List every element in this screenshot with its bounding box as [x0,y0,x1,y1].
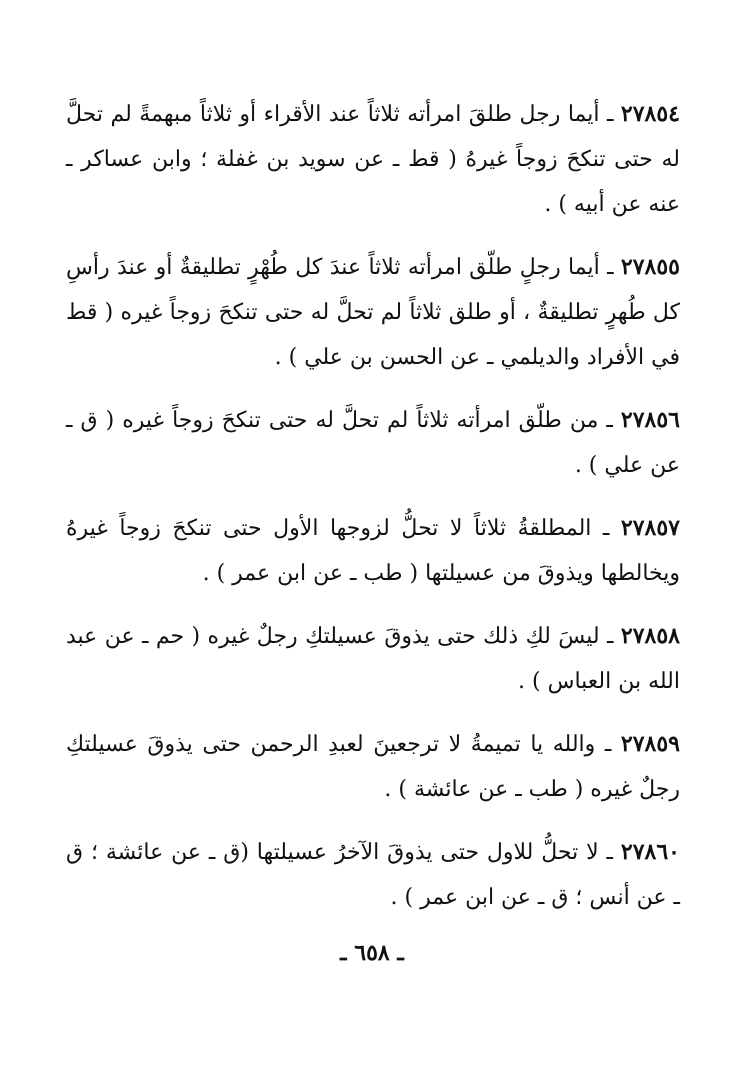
hadith-text: ـ المطلقةُ ثلاثاً لا تحلُّ لزوجها الأول حتى تنكحَ زوجاً غيرهُ ويخالطها ويذوقَ من عسيلتها ( طب ـ عن ابن عمر ) . [66,516,680,586]
document-page [66,92,680,938]
hadith-27854 [66,92,680,227]
hadith-text: ـ ليسَ لكِ ذلك حتى يذوقَ عسيلتكِ رجلٌ غيره ( حم ـ عن عبد الله بن العباس ) . [66,624,680,694]
hadith-27856 [66,398,680,488]
hadith-27855 [66,245,680,380]
hadith-number: ٢٧٨٥٤ [620,101,680,127]
hadith-27859 [66,722,680,812]
hadith-text: ـ لا تحلُّ للاول حتى يذوقَ الآخرُ عسيلتها (ق ـ عن عائشة ؛ ق ـ عن أنس ؛ ق ـ عن ابن عمر ) . [66,840,680,910]
hadith-number: ٢٧٨٥٦ [620,407,680,433]
hadith-text: ـ والله يا تميمةُ لا ترجعينَ لعبدِ الرحمن حتى يذوقَ عسيلتكِ رجلٌ غيره ( طب ـ عن عائشة ) . [66,732,680,802]
hadith-number: ٢٧٨٦٠ [620,839,680,865]
hadith-number: ٢٧٨٥٨ [620,623,680,649]
hadith-text: ـ أيما رجلٍ طلّق امرأته ثلاثاً عندَ كل طُهْرٍ تطليقةٌ أو عندَ رأسِ كل طُهرٍ تطليقةٌ ، أو طلق ثلاثاً لم تحلَّ له حتى تنكحَ زوجاً غيره ( قط في الأفراد والديلمي ـ عن الحسن بن علي ) . [66,255,680,370]
hadith-27858 [66,614,680,704]
hadith-27860 [66,830,680,920]
hadith-number: ٢٧٨٥٥ [620,254,680,280]
hadith-text: ـ أيما رجل طلقَ امرأته ثلاثاً عند الأقراء أو ثلاثاً مبهمةً لم تحلَّ له حتى تنكحَ زوجاً غيرهُ ( قط ـ عن سويد بن غفلة ؛ وابن عساكر ـ عنه عن أبيه ) . [66,102,680,217]
hadith-27857 [66,506,680,596]
hadith-text: ـ من طلّق امرأته ثلاثاً لم تحلَّ له حتى تنكحَ زوجاً غيره ( ق ـ عن علي ) . [66,408,680,478]
hadith-number: ٢٧٨٥٧ [620,515,680,541]
hadith-number: ٢٧٨٥٩ [620,731,680,757]
page-number: ـ ٦٥٨ ـ [340,940,404,966]
